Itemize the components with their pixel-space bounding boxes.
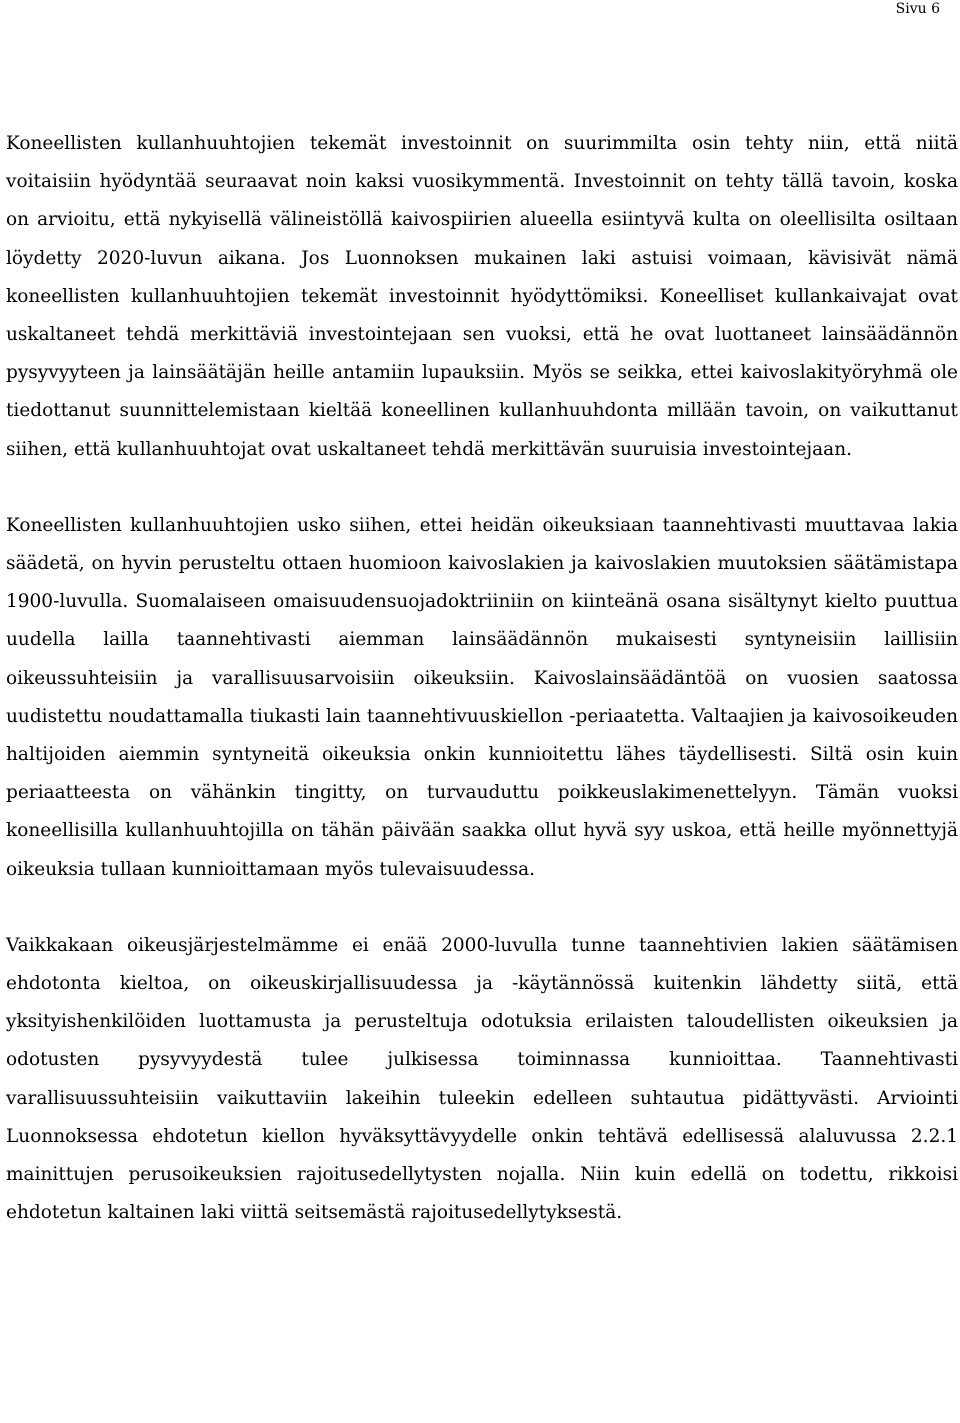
paragraph-legal-assessment: Vaikkakaan oikeusjärjestelmämme ei enää 2000-luvulla tunne taannehtivien lakien säätämisen ehdotonta kieltoa, on oikeuskirjallisuudessa ja -käytännössä kuitenkin lähdetty siitä, että yksityishenkilöiden luottamusta ja perusteltuja odotuksia erilaisten taloudellisten oikeuksien ja odotusten pysyvyydestä tulee julkisessa toiminnassa kunnioittaa. Taannehtivasti varallisuussuhteisiin vaikuttaviin lakeihin tuleekin edelleen suhtautua pidättyvästi. Arviointi Luonnoksessa ehdotetun kiellon hyväksyttävyydelle onkin tehtävä edellisessä alaluvussa 2.2.1 mainittujen perusoikeuksien rajoitusedellytysten nojalla. Niin kuin edellä on todettu, rikkoisi ehdotetun kaltainen laki viittä seitsemästä rajoitusedellytyksestä.: [6, 934, 958, 1224]
paragraph-retroactivity: Koneellisten kullanhuuhtojien usko siihen, ettei heidän oikeuksiaan taannehtivasti muuttavaa lakia säädetä, on hyvin perusteltu ottaen huomioon kaivoslakien ja kaivoslakien muutoksien säätämistapa 1900-luvulla. Suomalaiseen omaisuudensuojadoktriiniin on kiinteänä osana sisältynyt kielto puuttua uudella lailla taannehtivasti aiemman lainsäädännön mukaisesti syntyneisiin laillisiin oikeussuhteisiin ja varallisuusarvoisiin oikeuksiin. Kaivoslainsäädäntöä on vuosien saatossa uudistettu noudattamalla tiukasti lain taannehtivuuskiellon -periaatetta. Valtaajien ja kaivosoikeuden haltijoiden aiemmin syntyneitä oikeuksia onkin kunnioitettu lähes täydellisesti. Siltä osin kuin periaatteesta on vähänkin tingitty, on turvauduttu poikkeuslakimenettelyyn. Tämän vuoksi koneellisilla kullanhuuhtojilla on tähän päivään saakka ollut hyvä syy uskoa, että heille myönnettyjä oikeuksia tullaan kunnioittamaan myös tulevaisuudessa.: [6, 514, 958, 880]
document-body: [6, 125, 958, 1232]
page-number: Sivu 6: [895, 1, 940, 17]
paragraph-investments: Koneellisten kullanhuuhtojien tekemät investoinnit on suurimmilta osin tehty niin, että niitä voitaisiin hyödyntää seuraavat noin kaksi vuosikymmentä. Investoinnit on tehty tällä tavoin, koska on arvioitu, että nykyisellä välineistöllä kaivospiirien alueella esiintyvä kulta on oleellisilta osiltaan löydetty 2020-luvun aikana. Jos Luonnoksen mukainen laki astuisi voimaan, kävisivät nämä koneellisten kullanhuuhtojien tekemät investoinnit hyödyttömiksi. Koneelliset kullankaivajat ovat uskaltaneet tehdä merkittäviä investointejaan sen vuoksi, että he ovat luottaneet lainsäädännön pysyvyyteen ja lainsäätäjän heille antamiin lupauksiin. Myös se seikka, ettei kaivoslakityöryhmä ole tiedottanut suunnittelemistaan kieltää koneellinen kullanhuuhdonta millään tavoin, on vaikuttanut siihen, että kullanhuuhtojat ovat uskaltaneet tehdä merkittävän suuruisia investointejaan.: [6, 133, 958, 460]
